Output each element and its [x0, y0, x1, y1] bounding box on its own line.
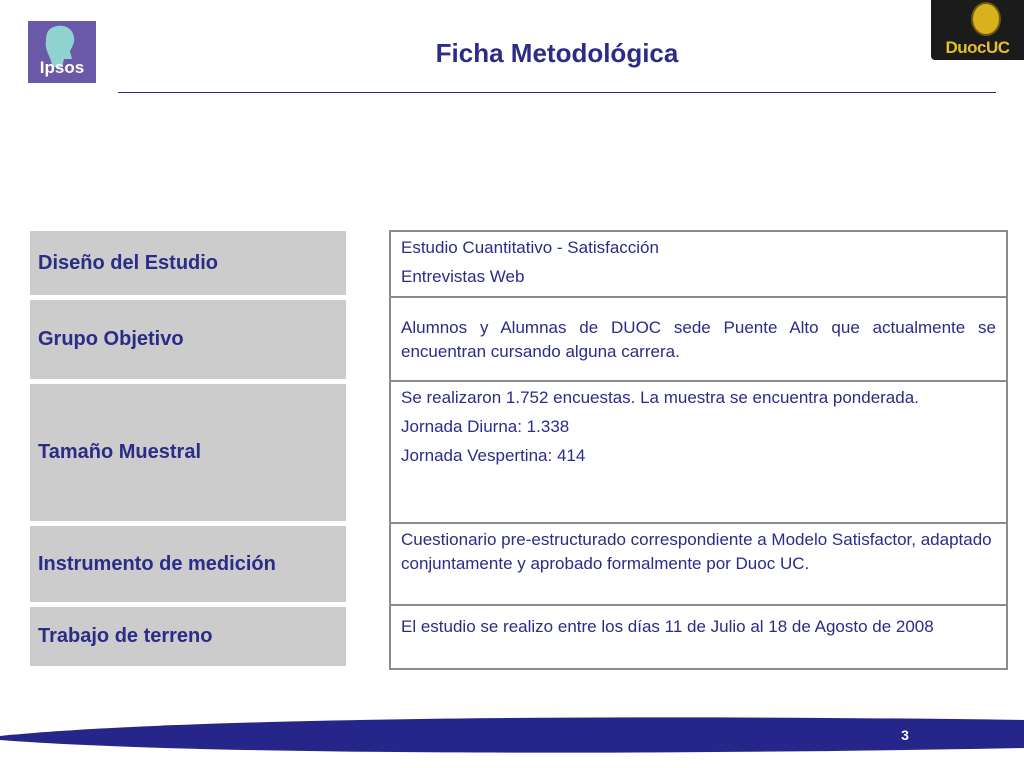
row-line: Jornada Vespertina: 414	[401, 446, 586, 465]
duoc-logo	[931, 0, 1024, 60]
row-line: El estudio se realizo entre los días 11 de Julio al 18 de Agosto de 2008	[401, 617, 934, 636]
row-label-trabajo: Trabajo de terreno	[30, 607, 346, 666]
footer-band	[0, 696, 1024, 768]
row-label-instrumento: Instrumento de medición	[30, 526, 346, 602]
row-content-trabajo	[389, 604, 1008, 670]
ipsos-logo-text: Ipsos	[39, 58, 85, 77]
page-title: Ficha Metodológica	[435, 38, 679, 68]
row-content-diseno	[389, 230, 1008, 298]
row-line: Entrevistas Web	[401, 267, 525, 286]
row-line: Se realizaron 1.752 encuestas. La muestra se encuentra ponderada.	[401, 388, 919, 407]
row-label-tamano: Tamaño Muestral	[30, 384, 346, 521]
row-line: Estudio Cuantitativo - Satisfacción	[401, 238, 659, 257]
row-content-tamano	[389, 380, 1008, 524]
page-number: 3	[901, 727, 909, 743]
duoc-logo-text: DuocUC	[945, 38, 1010, 57]
title-divider	[118, 92, 996, 93]
row-line: Alumnos y Alumnas de DUOC sede Puente Alto que actualmente se encuentran cursando alguna carrera.	[401, 318, 996, 361]
ipsos-logo	[28, 21, 96, 83]
row-label-diseno: Diseño del Estudio	[30, 231, 346, 295]
row-content-grupo	[389, 296, 1008, 382]
row-line: Cuestionario pre-estructurado correspondiente a Modelo Satisfactor, adaptado conjuntamente y aprobado formalmente por Duoc UC.	[401, 530, 992, 573]
duoc-crest-icon	[971, 2, 1001, 36]
row-label-grupo: Grupo Objetivo	[30, 300, 346, 379]
row-line: Jornada Diurna: 1.338	[401, 417, 570, 436]
row-content-instrumento	[389, 522, 1008, 606]
